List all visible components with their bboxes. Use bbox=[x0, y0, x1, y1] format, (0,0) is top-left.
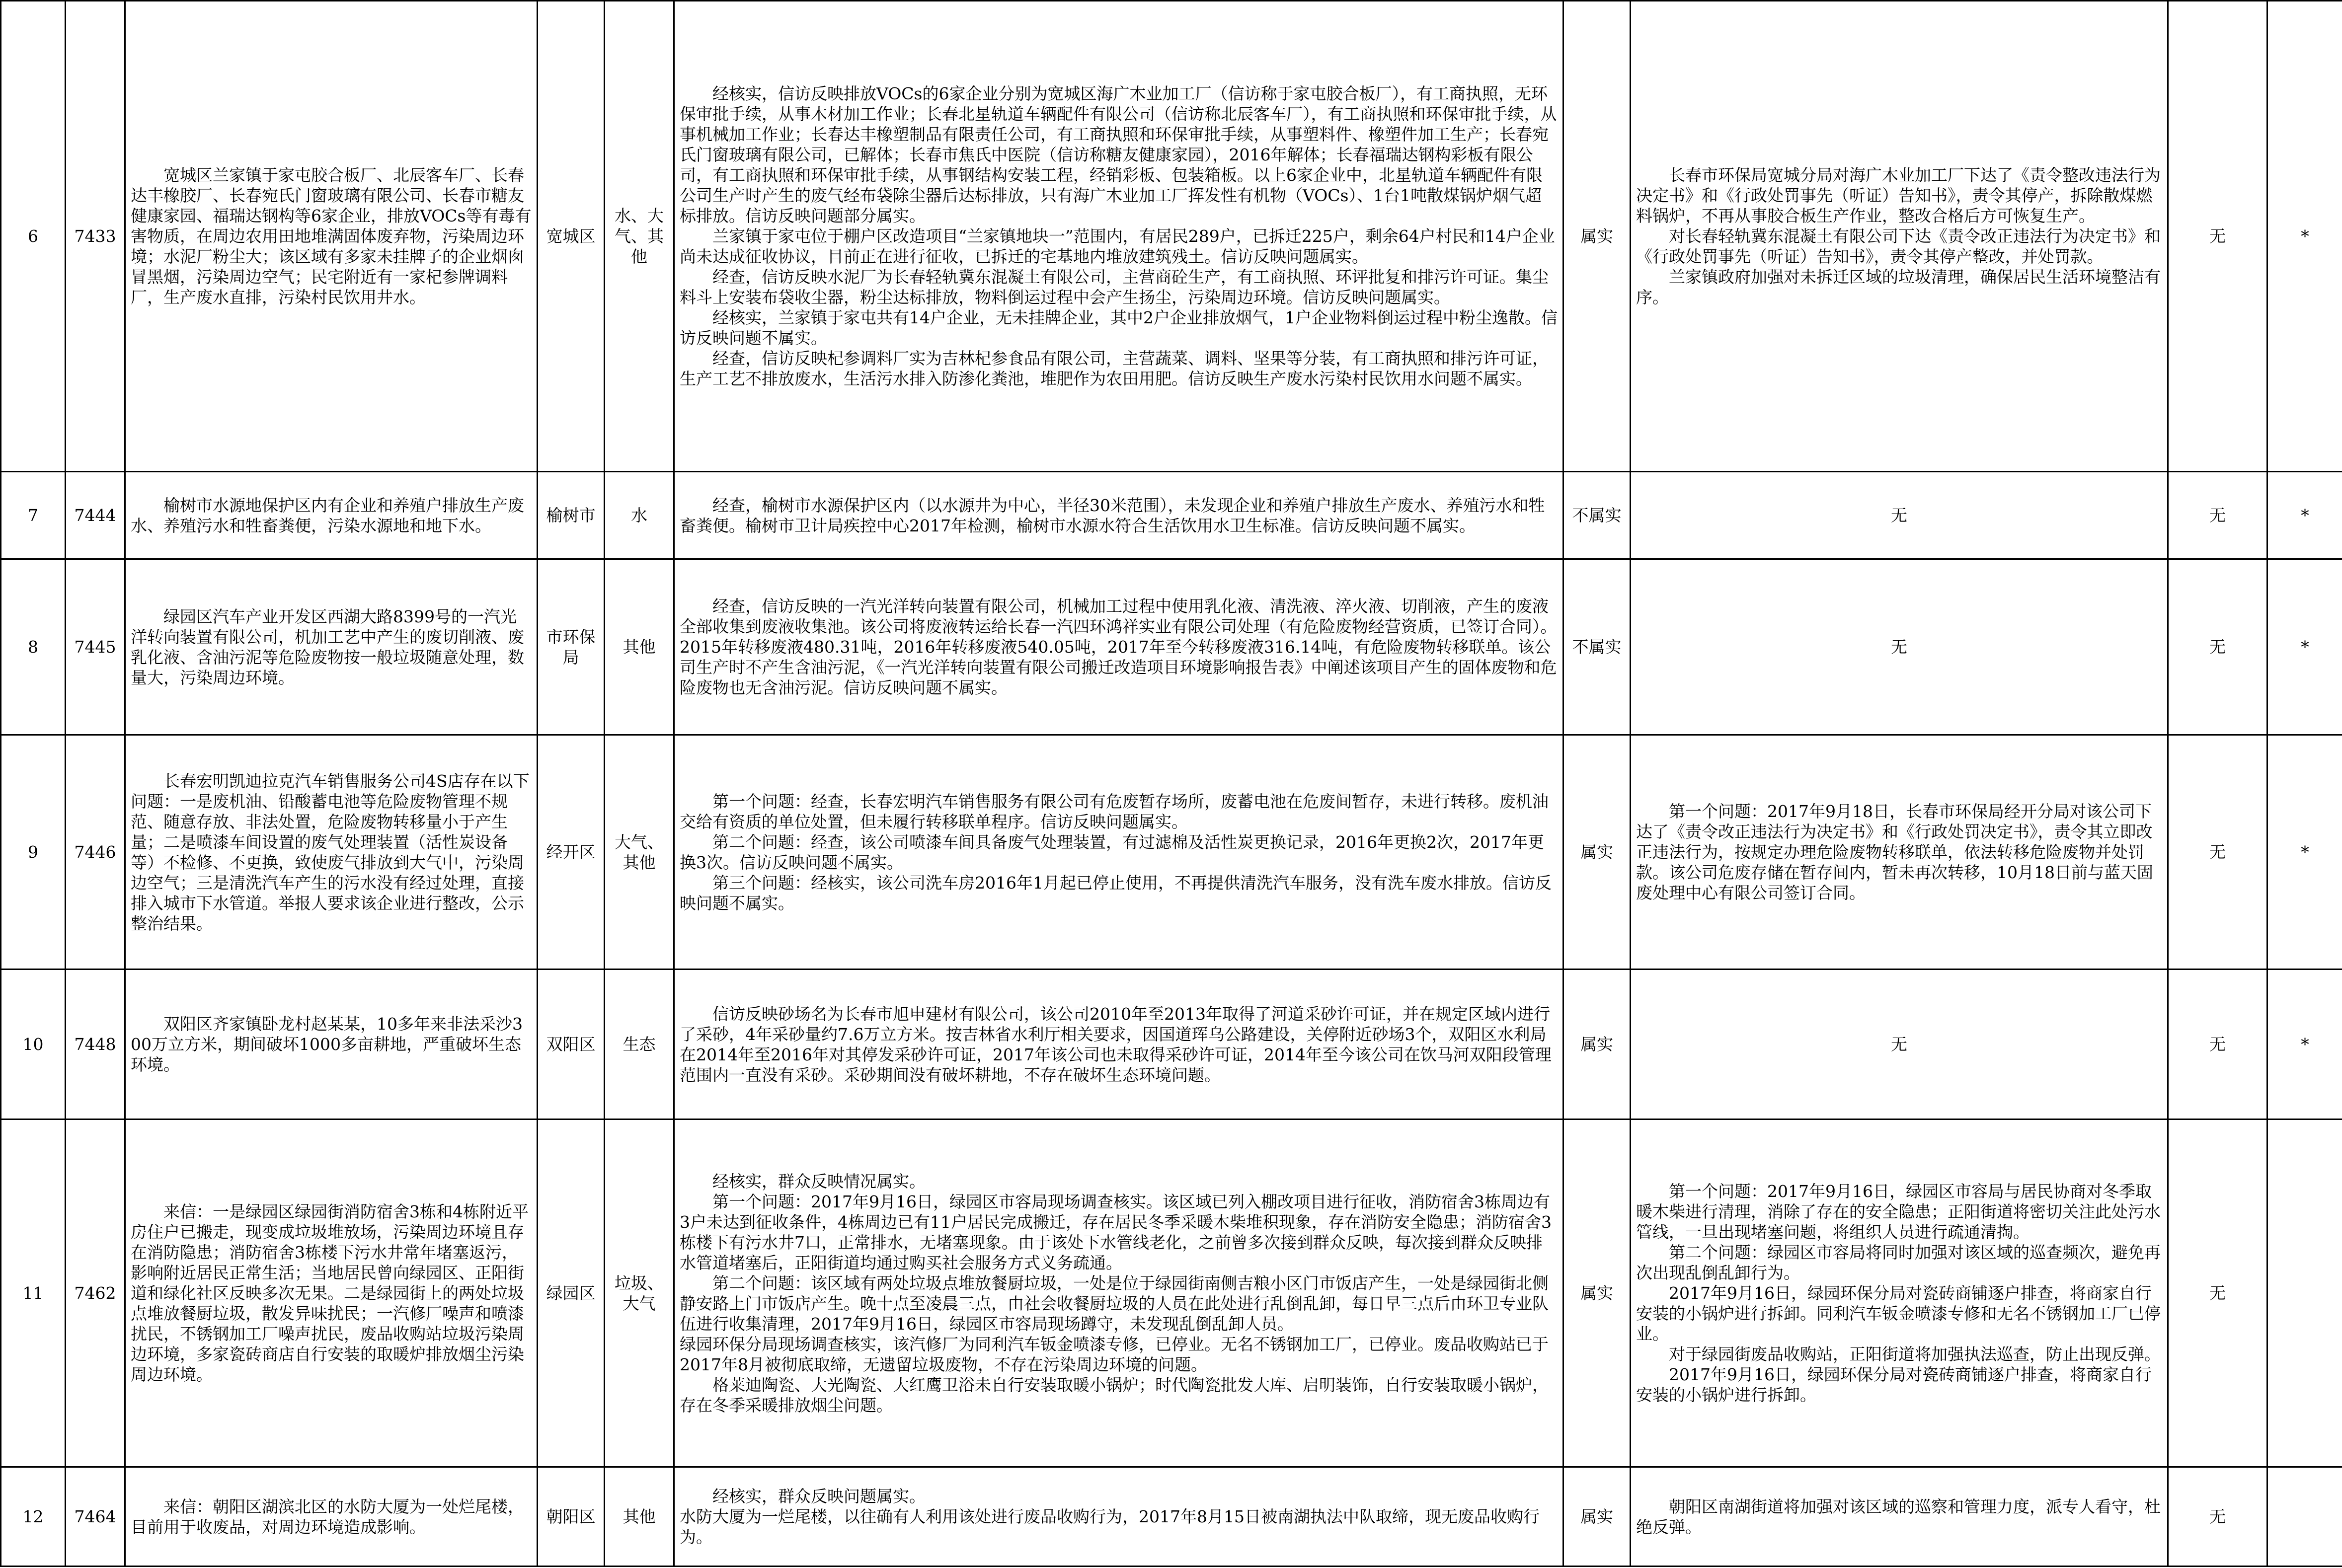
verdict-cell: 属实 bbox=[1563, 735, 1631, 970]
mark-cell bbox=[2267, 1120, 2342, 1467]
id-cell: 7433 bbox=[66, 1, 125, 472]
finding-paragraph: 绿园环保分局现场调查核实，该汽修厂为同利汽车钣金喷漆专修，已停业。无名不锈钢加工厂，已停业。废品收购站已于2017年8月被彻底取缔，无遗留垃圾废物，不存在污染周边环境的问题。 bbox=[680, 1334, 1549, 1374]
finding-paragraph: 经查，信访反映的一汽光洋转向装置有限公司，机械加工过程中使用乳化液、清洗液、淬火液、切削液，产生的废液全部收集到废液收集池。该公司将废液转运给长春一汽四环鸿祥实业有限公司处理（有危险废物经营资质，已签订合同）。2015年转移废液480.31吨，2016年转移废液540.05吨，2017年至今转移废液316.14吨，有危险废物转移联单。该公司生产时不产生含油污泥，《一汽光洋转向装置有限公司搬迁改造项目环境影响报告表》中阐述该项目产生的固体废物和危险废物也无含油污泥。信访反映问题不属实。 bbox=[680, 597, 1557, 697]
table-row bbox=[1, 472, 2342, 559]
complaint-cell bbox=[125, 1120, 538, 1467]
verdict-cell: 不属实 bbox=[1563, 472, 1631, 559]
finding-paragraph: 经核实，兰家镇于家屯共有14户企业，无未挂牌企业，其中2户企业排放烟气，1户企业物料倒运过程中粉尘逸散。信访反映问题不属实。 bbox=[680, 308, 1558, 348]
complaint-text: 来信：一是绿园区绿园街消防宿舍3栋和4栋附近平房住户已搬走，现变成垃圾堆放场，污染周边环境且存在消防隐患；消防宿舍3栋楼下污水井常年堵塞返污，影响附近居民正常生活；当地居民曾向绿园区、正阳街道和绿化社区反映多次无果。二是绿园街上的两处垃圾点堆放餐厨垃圾，散发异味扰民；一汽修厂噪声和喷漆扰民，不锈钢加工厂噪声扰民，废品收购站垃圾污染周边环境，多家瓷砖商店自行安装的取暖炉排放烟尘污染周边环境。 bbox=[131, 1202, 529, 1384]
mark-cell bbox=[2267, 1467, 2342, 1567]
complaint-text: 长春宏明凯迪拉克汽车销售服务公司4S店存在以下问题：一是废机油、铅酸蓄电池等危险废物管理不规范、随意存放、非法处置，危险废物转移量小于产生量；二是喷漆车间设置的废气处理装置（活性炭设备等）不检修、不更换，致使废气排放到大气中，污染周边空气；三是清洗汽车产生的污水没有经过处理，直接排入城市下水管道。举报人要求该企业进行整改，公示整治结果。 bbox=[131, 771, 530, 933]
handling-cell bbox=[1631, 1467, 2168, 1567]
handling-paragraph: 兰家镇政府加强对未拆迁区域的垃圾清理，确保居民生活环境整洁有序。 bbox=[1636, 267, 2161, 307]
complaint-cell bbox=[125, 1467, 538, 1567]
id-cell: 7464 bbox=[66, 1467, 125, 1567]
finding-paragraph: 经查，榆树市水源保护区内（以水源井为中心，半径30米范围），未发现企业和养殖户排放生产废水、养殖污水和牲畜粪便。榆树市卫计局疾控中心2017年检测，榆树市水源水符合生活饮用水卫生标准。信访反映问题不属实。 bbox=[680, 495, 1545, 535]
id-cell: 7446 bbox=[66, 735, 125, 970]
handling-paragraph: 第一个问题：2017年9月18日，长春市环保局经开分局对该公司下达了《责令改正违法行为决定书》和《行政处罚决定书》，责令其立即改正违法行为，按规定办理危险废物转移联单，依法转移危险废物并处罚款。该公司危废存储在暂存间内，暂未再次转移，10月18日前与蓝天固废处理中心有限公司签订合同。 bbox=[1636, 802, 2153, 902]
finding-paragraph: 第三个问题：经核实，该公司洗车房2016年1月起已停止使用，不再提供清洗汽车服务，没有洗车废水排放。信访反映问题不属实。 bbox=[680, 873, 1552, 913]
findings-cell bbox=[674, 735, 1563, 970]
complaint-text: 宽城区兰家镇于家屯胶合板厂、北辰客车厂、长春达丰橡胶厂、长春宛氏门窗玻璃有限公司、长春市糖友健康家园、福瑞达钢构等6家企业，排放VOCs等有毒有害物质，在周边农用田地堆满固体废弃物，污染周边环境；水泥厂粉尘大；该区域有多家未挂牌子的企业烟囱冒黑烟，污染周边空气；民宅附近有一家杞参牌调料厂，生产废水直排，污染村民饮用井水。 bbox=[131, 165, 532, 307]
accountability-cell: 无 bbox=[2168, 1, 2267, 472]
id-cell: 7462 bbox=[66, 1120, 125, 1467]
finding-paragraph: 第一个问题：2017年9月16日，绿园区市容局现场调查核实。该区域已列入棚改项目进行征收，消防宿舍3栋周边有3户未达到征收条件，4栋周边已有11户居民完成搬迁，存在居民冬季采暖木柴堆积现象，存在消防安全隐患；消防宿舍3栋楼下有污水井7口，正常排水，无堵塞现象。由于该处下水管线老化，之前曾多次接到群众反映，每次接到群众反映排水管道堵塞后，正阳街道均通过购买社会服务方式义务疏通。 bbox=[680, 1192, 1552, 1272]
complaint-cell bbox=[125, 970, 538, 1120]
complaint-cell bbox=[125, 559, 538, 735]
handling-paragraph: 第一个问题：2017年9月16日，绿园区市容局与居民协商对冬季取暖木柴进行清理，消除了存在的安全隐患；正阳街道将密切关注此处污水管线，一旦出现堵塞问题，将组织人员进行疏通清掏。 bbox=[1636, 1182, 2161, 1242]
finding-paragraph: 第二个问题：经查，该公司喷漆车间具备废气处理装置，有过滤棉及活性炭更换记录，2016年更换2次，2017年更换3次。信访反映问题不属实。 bbox=[680, 832, 1544, 872]
id-cell: 7444 bbox=[66, 472, 125, 559]
type-cell: 其他 bbox=[605, 559, 674, 735]
district-cell: 经开区 bbox=[538, 735, 605, 970]
accountability-cell: 无 bbox=[2168, 1467, 2267, 1567]
seq-cell: 11 bbox=[1, 1120, 66, 1467]
handling-paragraph: 无 bbox=[1891, 637, 1907, 657]
type-cell: 水、大气、其他 bbox=[605, 1, 674, 472]
findings-cell bbox=[674, 559, 1563, 735]
finding-paragraph: 信访反映砂场名为长春市旭申建材有限公司，该公司2010年至2013年取得了河道采砂许可证，并在规定区域内进行了采砂，4年采砂量约7.6万立方米。按吉林省水利厅相关要求，因国道珲乌公路建设，关停附近砂场3个，双阳区水利局在2014年至2016年对其停发采砂许可证，2017年该公司也未取得采砂许可证，2014年至今该公司在饮马河双阳段管理范围内一直没有采砂。采砂期间没有破坏耕地，不存在破坏生态环境问题。 bbox=[680, 1004, 1552, 1085]
findings-cell bbox=[674, 1120, 1563, 1467]
handling-paragraph: 对于绿园街废品收购站，正阳街道将加强执法巡查，防止出现反弹。 bbox=[1669, 1344, 2161, 1364]
accountability-cell: 无 bbox=[2168, 559, 2267, 735]
table-row bbox=[1, 735, 2342, 970]
handling-paragraph: 朝阳区南湖街道将加强对该区域的巡察和管理力度，派专人看守，杜绝反弹。 bbox=[1636, 1496, 2161, 1537]
table-row bbox=[1, 1, 2342, 472]
district-cell: 榆树市 bbox=[538, 472, 605, 559]
seq-cell: 10 bbox=[1, 970, 66, 1120]
table-body bbox=[1, 1, 2342, 1567]
finding-paragraph: 经核实，群众反映问题属实。 bbox=[712, 1487, 926, 1506]
mark-cell: * bbox=[2267, 735, 2342, 970]
finding-paragraph: 第二个问题：该区域有两处垃圾点堆放餐厨垃圾，一处是位于绿园街南侧吉粮小区门市饭店产生，一处是绿园街北侧静安路上门市饭店产生。晚十点至凌晨三点，由社会收餐厨垃圾的人员在此处进行乱倒乱卸，每日早三点后由环卫专业队伍进行收集清理，2017年9月16日，绿园区市容局现场蹲守，未发现乱倒乱卸人员。 bbox=[680, 1273, 1549, 1334]
handling-paragraph: 无 bbox=[1891, 1035, 1907, 1054]
district-cell: 绿园区 bbox=[538, 1120, 605, 1467]
finding-paragraph: 经核实，群众反映情况属实。 bbox=[712, 1171, 926, 1191]
verdict-cell: 属实 bbox=[1563, 1120, 1631, 1467]
seq-cell: 6 bbox=[1, 1, 66, 472]
handling-cell bbox=[1631, 970, 2168, 1120]
handling-paragraph: 长春市环保局宽城分局对海广木业加工厂下达了《责令整改违法行为决定书》和《行政处罚事先（听证）告知书》，责令其停产，拆除散煤燃料锅炉，不再从事胶合板生产作业，整改合格后方可恢复生产。 bbox=[1636, 165, 2161, 225]
handling-paragraph: 对长春轻轨冀东混凝土有限公司下达《责令改正违法行为决定书》和《行政处罚事先（听证）告知书》，责令其停产整改，并处罚款。 bbox=[1636, 226, 2161, 266]
finding-paragraph: 格莱迪陶瓷、大光陶瓷、大红鹰卫浴未自行安装取暖小锅炉；时代陶瓷批发大库、启明装饰，自行安装取暖小锅炉，存在冬季采暖排放烟尘问题。 bbox=[680, 1375, 1549, 1415]
mark-cell: * bbox=[2267, 472, 2342, 559]
verdict-cell: 属实 bbox=[1563, 1467, 1631, 1567]
type-cell: 大气、其他 bbox=[605, 735, 674, 970]
complaint-text: 绿园区汽车产业开发区西湖大路8399号的一汽光洋转向装置有限公司，机加工艺中产生的废切削液、废乳化液、含油污泥等危险废物按一般垃圾随意处理，数量大，污染周边环境。 bbox=[131, 606, 524, 687]
complaint-cell bbox=[125, 735, 538, 970]
type-cell: 其他 bbox=[605, 1467, 674, 1567]
id-cell: 7448 bbox=[66, 970, 125, 1120]
seq-cell: 7 bbox=[1, 472, 66, 559]
finding-paragraph: 第一个问题：经查，长春宏明汽车销售服务有限公司有危废暂存场所，废蓄电池在危废间暂存，未进行转移。废机油交给有资质的单位处置，但未履行转移联单程序。信访反映问题属实。 bbox=[680, 791, 1549, 831]
handling-paragraph: 2017年9月16日，绿园环保分局对瓷砖商铺逐户排查，将商家自行安装的小锅炉进行拆卸。同利汽车钣金喷漆专修和无名不锈钢加工厂已停业。 bbox=[1636, 1283, 2161, 1344]
district-cell: 朝阳区 bbox=[538, 1467, 605, 1567]
accountability-cell: 无 bbox=[2168, 472, 2267, 559]
complaint-text: 来信：朝阳区湖滨北区的水防大厦为一处烂尾楼，目前用于收废品，对周边环境造成影响。 bbox=[131, 1496, 524, 1537]
table-row bbox=[1, 1120, 2342, 1467]
findings-cell bbox=[674, 472, 1563, 559]
district-cell: 宽城区 bbox=[538, 1, 605, 472]
district-cell: 市环保局 bbox=[538, 559, 605, 735]
complaint-cell bbox=[125, 1, 538, 472]
finding-paragraph: 经查，信访反映杞参调料厂实为吉林杞参食品有限公司，主营蔬菜、调料、坚果等分装，有工商执照和排污许可证，生产工艺不排放废水，生活污水排入防渗化粪池，堆肥作为农田用肥。信访反映生产废水污染村民饮用水问题不属实。 bbox=[680, 349, 1549, 388]
finding-paragraph: 水防大厦为一烂尾楼，以往确有人利用该处进行废品收购行为，2017年8月15日被南湖执法中队取缔，现无废品收购行为。 bbox=[680, 1507, 1540, 1547]
finding-paragraph: 经查，信访反映水泥厂为长春轻轨冀东混凝土有限公司，主营商砼生产，有工商执照、环评批复和排污许可证。集尘料斗上安装布袋收尘器，粉尘达标排放，物料倒运过程中会产生扬尘，污染周边环境。信访反映问题属实。 bbox=[680, 267, 1549, 307]
id-cell: 7445 bbox=[66, 559, 125, 735]
handling-paragraph: 第二个问题：绿园区市容局将同时加强对该区域的巡查频次，避免再次出现乱倒乱卸行为。 bbox=[1636, 1243, 2161, 1282]
mark-cell: * bbox=[2267, 1, 2342, 472]
handling-cell bbox=[1631, 735, 2168, 970]
handling-cell bbox=[1631, 472, 2168, 559]
mark-cell: * bbox=[2267, 970, 2342, 1120]
mark-cell: * bbox=[2267, 559, 2342, 735]
verdict-cell: 属实 bbox=[1563, 970, 1631, 1120]
type-cell: 垃圾、大气 bbox=[605, 1120, 674, 1467]
complaint-cell bbox=[125, 472, 538, 559]
findings-cell bbox=[674, 970, 1563, 1120]
type-cell: 水 bbox=[605, 472, 674, 559]
complaint-text: 榆树市水源地保护区内有企业和养殖户排放生产废水、养殖污水和牲畜粪便，污染水源地和地下水。 bbox=[131, 495, 524, 535]
handling-paragraph: 无 bbox=[1891, 506, 1907, 525]
seq-cell: 12 bbox=[1, 1467, 66, 1567]
accountability-cell: 无 bbox=[2168, 970, 2267, 1120]
verdict-cell: 不属实 bbox=[1563, 559, 1631, 735]
table-row bbox=[1, 1467, 2342, 1567]
complaint-text: 双阳区齐家镇卧龙村赵某某，10多年来非法采沙300万立方米，期间破坏1000多亩耕地，严重破坏生态环境。 bbox=[131, 1014, 523, 1074]
seq-cell: 8 bbox=[1, 559, 66, 735]
type-cell: 生态 bbox=[605, 970, 674, 1120]
accountability-cell: 无 bbox=[2168, 1120, 2267, 1467]
handling-cell bbox=[1631, 1, 2168, 472]
handling-cell bbox=[1631, 559, 2168, 735]
finding-paragraph: 兰家镇于家屯位于棚户区改造项目“兰家镇地块一”范围内，有居民289户，已拆迁225户，剩余64户村民和14户企业尚未达成征收协议，目前正在进行征收，已拆迁的宅基地内堆放建筑残土。信访反映问题属实。 bbox=[680, 226, 1555, 266]
table-row bbox=[1, 559, 2342, 735]
finding-paragraph: 经核实，信访反映排放VOCs的6家企业分别为宽城区海广木业加工厂（信访称于家屯胶合板厂），有工商执照，无环保审批手续，从事木材加工作业；长春北星轨道车辆配件有限公司（信访称北辰客车厂），有工商执照和环保审批手续，从事机械加工作业；长春达丰橡塑制品有限责任公司，有工商执照和环保审批手续，从事塑料件、橡塑件加工生产；长春宛氏门窗玻璃有限公司，已解体；长春市焦氏中医院（信访称糖友健康家园），2016年解体；长春福瑞达钢构彩板有限公司，有工商执照和环保审批手续，从事钢结构安装工程，经销彩板、包装箱板。以上6家企业中，北星轨道车辆配件有限公司生产时产生的废气经布袋除尘器后达标排放，只有海广木业加工厂挥发性有机物（VOCs）、1台1吨散煤锅炉烟气超标排放。信访反映问题部分属实。 bbox=[680, 84, 1557, 225]
findings-cell bbox=[674, 1467, 1563, 1567]
accountability-cell: 无 bbox=[2168, 735, 2267, 970]
findings-cell bbox=[674, 1, 1563, 472]
handling-cell bbox=[1631, 1120, 2168, 1467]
seq-cell: 9 bbox=[1, 735, 66, 970]
district-cell: 双阳区 bbox=[538, 970, 605, 1120]
table-row bbox=[1, 970, 2342, 1120]
verdict-cell: 属实 bbox=[1563, 1, 1631, 472]
handling-paragraph: 2017年9月16日，绿园环保分局对瓷砖商铺逐户排查，将商家自行安装的小锅炉进行拆卸。 bbox=[1636, 1365, 2152, 1405]
